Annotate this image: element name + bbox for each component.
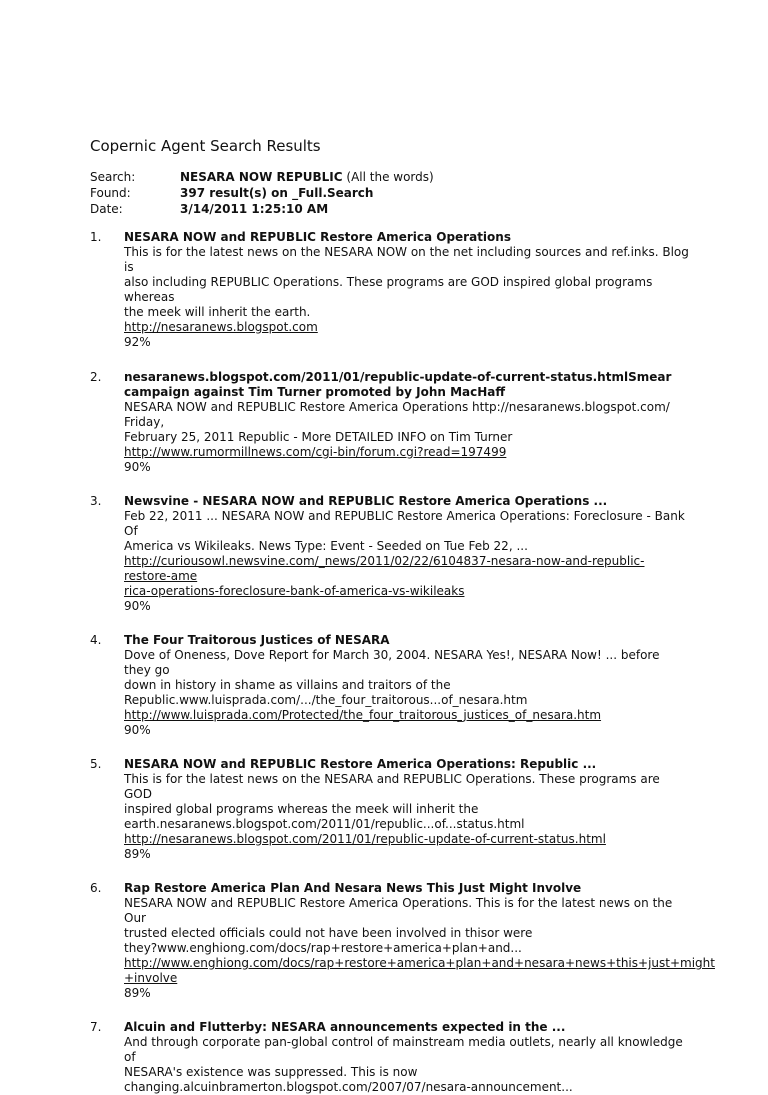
date-row: [90, 201, 690, 217]
result-number: 6.: [90, 881, 102, 895]
result-link[interactable]: http://www.rumormillnews.com/cgi-bin/forum.cgi?read=197499: [124, 445, 507, 459]
result-link[interactable]: http://nesaranews.blogspot.com: [124, 320, 318, 334]
result-description: This is for the latest news on the NESARA NOW on the net including sources and ref.inks. Blog is also including REPUBLIC Operations. These programs are GOD inspired global programs whereas the meek will inherit the earth.: [124, 245, 689, 319]
result-description: Feb 22, 2011 ... NESARA NOW and REPUBLIC Restore America Operations: Foreclosure - Bank Of America vs Wikileaks. News Type: Event - Seeded on Tue Feb 22, ...: [124, 509, 685, 553]
result-number: 7.: [90, 1020, 102, 1034]
result-link[interactable]: http://www.luisprada.com/Protected/the_four_traitorous_justices_of_nesara.htm: [124, 708, 602, 722]
result-number: 4.: [90, 633, 102, 647]
result-item: [90, 1020, 690, 1095]
result-description: Dove of Oneness, Dove Report for March 30, 2004. NESARA Yes!, NESARA Now! ... before they go down in history in shame as villains and traitors of the Republic.www.luisprada.com/.../the_four_traitorous...of_nesara.htm: [124, 648, 660, 707]
result-title: nesaranews.blogspot.com/2011/01/republic-update-of-current-status.htmlSmear campaign against Tim Turner promoted by John MacHaff: [124, 370, 672, 399]
result-item: [90, 230, 690, 350]
result-description: And through corporate pan-global control of mainstream media outlets, nearly all knowledge of NESARA's existence was suppressed. This is now changing.alcuinbramerton.blogspot.com/2007/07/nesara-announcement...: [124, 1035, 683, 1094]
found-row: [90, 185, 690, 201]
search-mode: (All the words): [342, 170, 434, 184]
result-title: NESARA NOW and REPUBLIC Restore America Operations: Republic ...: [124, 757, 597, 771]
result-item: [90, 757, 690, 862]
result-description: NESARA NOW and REPUBLIC Restore America Operations. This is for the latest news on the Our trusted elected officials could not have been involved in thisor were they?www.enghiong.com/docs/rap+restore+america+plan+and...: [124, 896, 673, 955]
result-relevance: 90%: [124, 599, 151, 613]
result-number: 2.: [90, 370, 102, 384]
result-link[interactable]: http://curiousowl.newsvine.com/_news/2011/02/22/6104837-nesara-now-and-republic-restore-ame rica-operations-foreclosure-bank-of-america-vs-wikileaks: [124, 554, 645, 598]
search-query-text: NESARA NOW REPUBLIC: [180, 170, 343, 184]
date-label: Date:: [90, 202, 123, 216]
result-item: [90, 494, 690, 614]
result-title: Rap Restore America Plan And Nesara News This Just Might Involve: [124, 881, 582, 895]
search-row: [90, 169, 690, 185]
search-query: [180, 169, 434, 185]
found-label: Found:: [90, 186, 131, 200]
search-summary: [90, 169, 690, 217]
result-relevance: 92%: [124, 335, 151, 349]
result-number: 5.: [90, 757, 102, 771]
found-count: 397 result(s) on _Full.Search: [180, 186, 374, 200]
results-list: [90, 230, 715, 1095]
result-title: Newsvine - NESARA NOW and REPUBLIC Restore America Operations ...: [124, 494, 608, 508]
result-title: NESARA NOW and REPUBLIC Restore America Operations: [124, 230, 511, 244]
result-title: The Four Traitorous Justices of NESARA: [124, 633, 390, 647]
search-label: Search:: [90, 170, 136, 184]
result-description: This is for the latest news on the NESARA and REPUBLIC Operations. These programs are GOD inspired global programs whereas the meek will inherit the earth.nesaranews.blogspot.com/2011/01/republic...of...status.html: [124, 772, 660, 831]
result-relevance: 90%: [124, 723, 151, 737]
result-item: [90, 881, 715, 1001]
date-value: 3/14/2011 1:25:10 AM: [180, 202, 329, 216]
result-relevance: 90%: [124, 460, 151, 474]
result-item: [90, 370, 690, 475]
result-link[interactable]: http://www.enghiong.com/docs/rap+restore+america+plan+and+nesara+news+this+just+might +involve: [124, 956, 715, 985]
result-relevance: 89%: [124, 986, 151, 1000]
result-link[interactable]: http://nesaranews.blogspot.com/2011/01/republic-update-of-current-status.html: [124, 832, 606, 846]
result-title: Alcuin and Flutterby: NESARA announcements expected in the ...: [124, 1020, 566, 1034]
result-item: [90, 633, 690, 738]
result-relevance: 89%: [124, 847, 151, 861]
result-number: 3.: [90, 494, 102, 508]
page-title: Copernic Agent Search Results: [90, 137, 321, 155]
result-number: 1.: [90, 230, 102, 244]
result-description: NESARA NOW and REPUBLIC Restore America Operations http://nesaranews.blogspot.com/ Friday, February 25, 2011 Republic - More DETAILED INFO on Tim Turner: [124, 400, 670, 444]
